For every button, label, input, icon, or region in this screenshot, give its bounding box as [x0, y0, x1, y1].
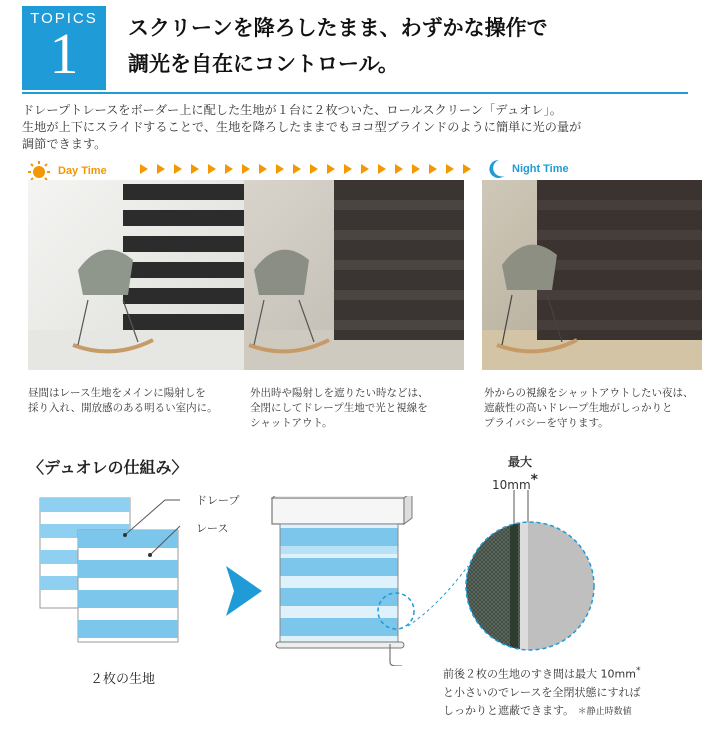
photo-daytime — [28, 180, 248, 370]
day-time-label — [26, 160, 107, 182]
day-time-text: Day Time — [58, 165, 107, 177]
night-time-label — [486, 158, 569, 180]
fabric-diagram — [30, 490, 190, 650]
header-rule — [22, 92, 688, 94]
arrow-right-icon — [226, 566, 262, 616]
max-gap-label: 最大 — [508, 455, 533, 469]
gap-note: 前後２枚の生地のすき間は最大 10mm* と小さいのでレースを全閉状態にすれば しっかりと遮蔽できます。 ＊静止時数値 — [443, 662, 703, 721]
caption-daytime — [28, 386, 242, 416]
caption-line: 採り入れ、開放感のある明るい室内に。 — [28, 402, 218, 414]
photo-closed — [244, 180, 464, 370]
headline-line2: 調光を自在にコントロール。 — [128, 52, 399, 76]
max-gap-value: 10mm* — [492, 472, 538, 492]
topics-number: 1 — [49, 21, 79, 86]
caption-closed — [250, 386, 470, 431]
photo-night — [482, 180, 702, 370]
note-small: ＊静止時数値 — [577, 706, 632, 717]
caption-line: シャットアウト。 — [250, 417, 333, 429]
note-line2: と小さいのでレースを全閉状態にすれば — [443, 685, 641, 699]
headline — [128, 10, 548, 82]
intro-text — [22, 102, 692, 153]
caption-line: 外出時や陽射しを遮りたい時などは、 — [250, 387, 429, 399]
label-drape: ドレープ — [196, 494, 240, 507]
intro-line3: 調節できます。 — [22, 137, 107, 151]
topics-label: TOPICS — [30, 10, 98, 27]
mechanism-title: 〈デュオレの仕組み〉 — [28, 458, 188, 477]
fabric-closeup — [450, 486, 610, 656]
label-lace: レース — [196, 522, 229, 535]
timeline-arrows — [140, 164, 471, 174]
fabric-caption: ２枚の生地 — [90, 672, 156, 687]
caption-line: 全閉にしてドレープ生地で光と視線を — [250, 402, 428, 414]
night-time-text: Night Time — [512, 163, 569, 175]
headline-line1: スクリーンを降ろしたまま、わずかな操作で — [128, 16, 548, 40]
intro-line1: ドレープトレースをボーダー上に配した生地が１台に２枚ついた、ロールスクリーン「デュオレ」。 — [22, 103, 562, 117]
caption-line: 遮蔽性の高いドレープ生地がしっかりと — [484, 402, 673, 414]
note-line3: しっかりと遮蔽できます。 — [443, 703, 575, 717]
caption-line: プライバシーを守ります。 — [484, 417, 609, 429]
intro-line2: 生地が上下にスライドすることで、生地を降ろしたままでもヨコ型ブラインドのように簡単に光の量が — [22, 120, 582, 134]
moon-icon — [486, 158, 506, 180]
caption-line: 外からの視線をシャットアウトしたい夜は、 — [484, 387, 694, 399]
sun-icon — [26, 160, 52, 182]
caption-night — [484, 386, 699, 431]
topics-badge — [22, 6, 106, 90]
caption-line: 昼間はレース生地をメインに陽射しを — [28, 387, 206, 399]
note-line1: 前後２枚の生地のすき間は最大 10mm — [443, 667, 636, 681]
